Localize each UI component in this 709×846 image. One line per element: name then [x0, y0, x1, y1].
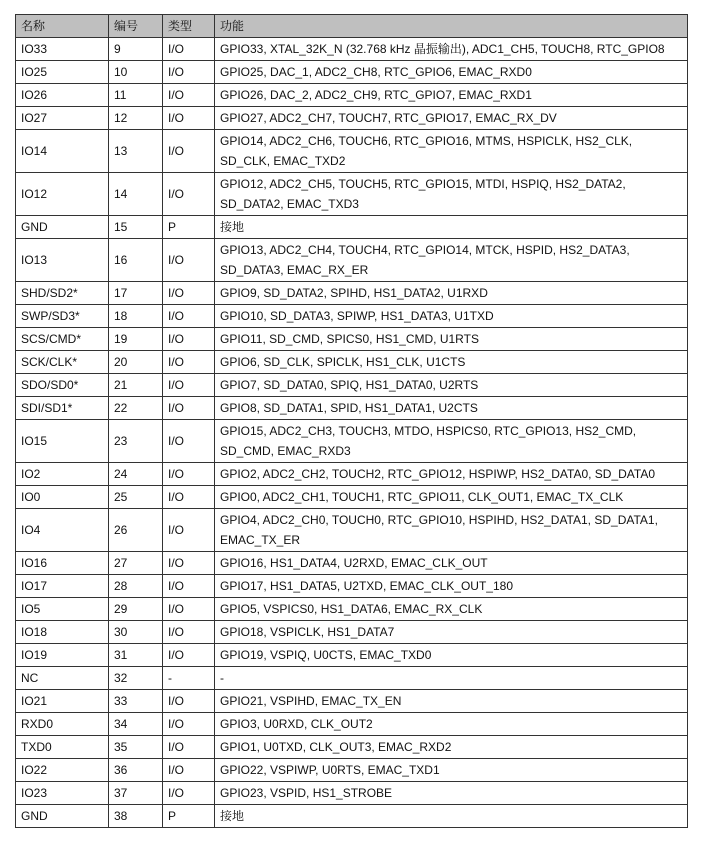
pin-function-cell: GPIO4, ADC2_CH0, TOUCH0, RTC_GPIO10, HSPIHD, HS2_DATA1, SD_DATA1, EMAC_TX_ER	[215, 509, 688, 552]
pin-function-cell: GPIO5, VSPICS0, HS1_DATA6, EMAC_RX_CLK	[215, 598, 688, 621]
table-row	[16, 667, 688, 690]
pin-name-cell: IO27	[16, 107, 109, 130]
table-row	[16, 759, 688, 782]
pin-function-cell: GPIO12, ADC2_CH5, TOUCH5, RTC_GPIO15, MTDI, HSPIQ, HS2_DATA2, SD_DATA2, EMAC_TXD3	[215, 173, 688, 216]
pin-number-cell: 19	[109, 328, 163, 351]
table-row	[16, 575, 688, 598]
pin-type-cell: I/O	[163, 713, 215, 736]
pin-number-cell: 25	[109, 486, 163, 509]
pin-function-cell: GPIO6, SD_CLK, SPICLK, HS1_CLK, U1CTS	[215, 351, 688, 374]
pin-name-cell: SDO/SD0*	[16, 374, 109, 397]
table-row	[16, 598, 688, 621]
pin-number-cell: 17	[109, 282, 163, 305]
table-row	[16, 736, 688, 759]
pin-type-cell: -	[163, 667, 215, 690]
table-row	[16, 805, 688, 828]
pin-function-cell: GPIO15, ADC2_CH3, TOUCH3, MTDO, HSPICS0, RTC_GPIO13, HS2_CMD, SD_CMD, EMAC_RXD3	[215, 420, 688, 463]
header-name: 名称	[16, 15, 109, 38]
pin-name-cell: IO21	[16, 690, 109, 713]
pin-definition-table	[15, 14, 688, 828]
pin-type-cell: I/O	[163, 509, 215, 552]
table-row	[16, 282, 688, 305]
table-row	[16, 420, 688, 463]
header-type: 类型	[163, 15, 215, 38]
pin-number-cell: 36	[109, 759, 163, 782]
table-row	[16, 621, 688, 644]
pin-number-cell: 27	[109, 552, 163, 575]
pin-number-cell: 38	[109, 805, 163, 828]
pin-type-cell: I/O	[163, 173, 215, 216]
header-function: 功能	[215, 15, 688, 38]
pin-number-cell: 15	[109, 216, 163, 239]
pin-name-cell: IO33	[16, 38, 109, 61]
table-row	[16, 397, 688, 420]
table-row	[16, 239, 688, 282]
table-row	[16, 173, 688, 216]
pin-number-cell: 28	[109, 575, 163, 598]
pin-name-cell: SDI/SD1*	[16, 397, 109, 420]
table-row	[16, 216, 688, 239]
pin-name-cell: GND	[16, 216, 109, 239]
pin-type-cell: I/O	[163, 38, 215, 61]
table-row	[16, 486, 688, 509]
pin-type-cell: I/O	[163, 305, 215, 328]
pin-function-cell: GPIO10, SD_DATA3, SPIWP, HS1_DATA3, U1TXD	[215, 305, 688, 328]
pin-name-cell: IO4	[16, 509, 109, 552]
pin-function-cell: GPIO1, U0TXD, CLK_OUT3, EMAC_RXD2	[215, 736, 688, 759]
table-row	[16, 463, 688, 486]
pin-type-cell: I/O	[163, 107, 215, 130]
pin-type-cell: I/O	[163, 598, 215, 621]
pin-function-cell: GPIO25, DAC_1, ADC2_CH8, RTC_GPIO6, EMAC_RXD0	[215, 61, 688, 84]
pin-name-cell: IO25	[16, 61, 109, 84]
pin-type-cell: I/O	[163, 782, 215, 805]
table-row	[16, 61, 688, 84]
pin-type-cell: I/O	[163, 84, 215, 107]
pin-name-cell: IO26	[16, 84, 109, 107]
pin-number-cell: 20	[109, 351, 163, 374]
pin-function-cell: -	[215, 667, 688, 690]
pin-number-cell: 23	[109, 420, 163, 463]
pin-name-cell: IO0	[16, 486, 109, 509]
table-row	[16, 690, 688, 713]
pin-number-cell: 26	[109, 509, 163, 552]
pin-name-cell: IO18	[16, 621, 109, 644]
pin-number-cell: 30	[109, 621, 163, 644]
pin-name-cell: IO5	[16, 598, 109, 621]
pin-function-cell: 接地	[215, 805, 688, 828]
pin-name-cell: SWP/SD3*	[16, 305, 109, 328]
pin-name-cell: SHD/SD2*	[16, 282, 109, 305]
pin-function-cell: GPIO17, HS1_DATA5, U2TXD, EMAC_CLK_OUT_180	[215, 575, 688, 598]
pin-name-cell: SCK/CLK*	[16, 351, 109, 374]
table-row	[16, 305, 688, 328]
pin-function-cell: GPIO2, ADC2_CH2, TOUCH2, RTC_GPIO12, HSPIWP, HS2_DATA0, SD_DATA0	[215, 463, 688, 486]
pin-type-cell: I/O	[163, 736, 215, 759]
pin-type-cell: I/O	[163, 644, 215, 667]
table-row	[16, 713, 688, 736]
pin-type-cell: I/O	[163, 690, 215, 713]
pin-number-cell: 16	[109, 239, 163, 282]
pin-function-cell: GPIO11, SD_CMD, SPICS0, HS1_CMD, U1RTS	[215, 328, 688, 351]
pin-type-cell: I/O	[163, 463, 215, 486]
table-body	[16, 38, 688, 828]
pin-type-cell: I/O	[163, 61, 215, 84]
pin-type-cell: I/O	[163, 486, 215, 509]
pin-name-cell: GND	[16, 805, 109, 828]
pin-number-cell: 12	[109, 107, 163, 130]
pin-function-cell: GPIO21, VSPIHD, EMAC_TX_EN	[215, 690, 688, 713]
table-row	[16, 328, 688, 351]
pin-function-cell: GPIO13, ADC2_CH4, TOUCH4, RTC_GPIO14, MTCK, HSPID, HS2_DATA3, SD_DATA3, EMAC_RX_ER	[215, 239, 688, 282]
pin-function-cell: GPIO23, VSPID, HS1_STROBE	[215, 782, 688, 805]
pin-function-cell: GPIO22, VSPIWP, U0RTS, EMAC_TXD1	[215, 759, 688, 782]
pin-name-cell: IO19	[16, 644, 109, 667]
pin-number-cell: 33	[109, 690, 163, 713]
pin-name-cell: SCS/CMD*	[16, 328, 109, 351]
table-row	[16, 552, 688, 575]
pin-name-cell: NC	[16, 667, 109, 690]
pin-number-cell: 31	[109, 644, 163, 667]
pin-name-cell: IO22	[16, 759, 109, 782]
pin-name-cell: IO2	[16, 463, 109, 486]
pin-name-cell: TXD0	[16, 736, 109, 759]
table-row	[16, 782, 688, 805]
table-row	[16, 38, 688, 61]
pin-type-cell: I/O	[163, 351, 215, 374]
pin-function-cell: GPIO14, ADC2_CH6, TOUCH6, RTC_GPIO16, MTMS, HSPICLK, HS2_CLK, SD_CLK, EMAC_TXD2	[215, 130, 688, 173]
pin-function-cell: 接地	[215, 216, 688, 239]
pin-name-cell: RXD0	[16, 713, 109, 736]
table-row	[16, 84, 688, 107]
pin-number-cell: 13	[109, 130, 163, 173]
pin-type-cell: I/O	[163, 328, 215, 351]
pin-type-cell: I/O	[163, 552, 215, 575]
header-number: 编号	[109, 15, 163, 38]
pin-type-cell: I/O	[163, 759, 215, 782]
pin-number-cell: 14	[109, 173, 163, 216]
pin-type-cell: I/O	[163, 621, 215, 644]
pin-function-cell: GPIO27, ADC2_CH7, TOUCH7, RTC_GPIO17, EMAC_RX_DV	[215, 107, 688, 130]
pin-function-cell: GPIO18, VSPICLK, HS1_DATA7	[215, 621, 688, 644]
pin-type-cell: P	[163, 805, 215, 828]
pin-number-cell: 24	[109, 463, 163, 486]
pin-function-cell: GPIO26, DAC_2, ADC2_CH9, RTC_GPIO7, EMAC_RXD1	[215, 84, 688, 107]
table-header-row	[16, 15, 688, 38]
pin-number-cell: 35	[109, 736, 163, 759]
pin-name-cell: IO16	[16, 552, 109, 575]
pin-function-cell: GPIO9, SD_DATA2, SPIHD, HS1_DATA2, U1RXD	[215, 282, 688, 305]
pin-function-cell: GPIO33, XTAL_32K_N (32.768 kHz 晶振输出), ADC1_CH5, TOUCH8, RTC_GPIO8	[215, 38, 688, 61]
pin-type-cell: P	[163, 216, 215, 239]
pin-function-cell: GPIO3, U0RXD, CLK_OUT2	[215, 713, 688, 736]
pin-number-cell: 11	[109, 84, 163, 107]
pin-type-cell: I/O	[163, 239, 215, 282]
pin-number-cell: 9	[109, 38, 163, 61]
table-row	[16, 107, 688, 130]
pin-type-cell: I/O	[163, 282, 215, 305]
pin-function-cell: GPIO7, SD_DATA0, SPIQ, HS1_DATA0, U2RTS	[215, 374, 688, 397]
pin-number-cell: 18	[109, 305, 163, 328]
pin-name-cell: IO13	[16, 239, 109, 282]
table-row	[16, 644, 688, 667]
pin-type-cell: I/O	[163, 420, 215, 463]
pin-type-cell: I/O	[163, 397, 215, 420]
pin-type-cell: I/O	[163, 374, 215, 397]
pin-type-cell: I/O	[163, 575, 215, 598]
pin-number-cell: 21	[109, 374, 163, 397]
pin-type-cell: I/O	[163, 130, 215, 173]
pin-name-cell: IO12	[16, 173, 109, 216]
pin-number-cell: 37	[109, 782, 163, 805]
pin-function-cell: GPIO0, ADC2_CH1, TOUCH1, RTC_GPIO11, CLK_OUT1, EMAC_TX_CLK	[215, 486, 688, 509]
table-row	[16, 374, 688, 397]
pin-number-cell: 34	[109, 713, 163, 736]
pin-name-cell: IO15	[16, 420, 109, 463]
pin-name-cell: IO17	[16, 575, 109, 598]
pin-name-cell: IO23	[16, 782, 109, 805]
pin-number-cell: 29	[109, 598, 163, 621]
table-row	[16, 509, 688, 552]
pin-number-cell: 32	[109, 667, 163, 690]
table-row	[16, 351, 688, 374]
pin-number-cell: 22	[109, 397, 163, 420]
pin-number-cell: 10	[109, 61, 163, 84]
pin-name-cell: IO14	[16, 130, 109, 173]
table-row	[16, 130, 688, 173]
pin-function-cell: GPIO8, SD_DATA1, SPID, HS1_DATA1, U2CTS	[215, 397, 688, 420]
pin-function-cell: GPIO19, VSPIQ, U0CTS, EMAC_TXD0	[215, 644, 688, 667]
pin-function-cell: GPIO16, HS1_DATA4, U2RXD, EMAC_CLK_OUT	[215, 552, 688, 575]
